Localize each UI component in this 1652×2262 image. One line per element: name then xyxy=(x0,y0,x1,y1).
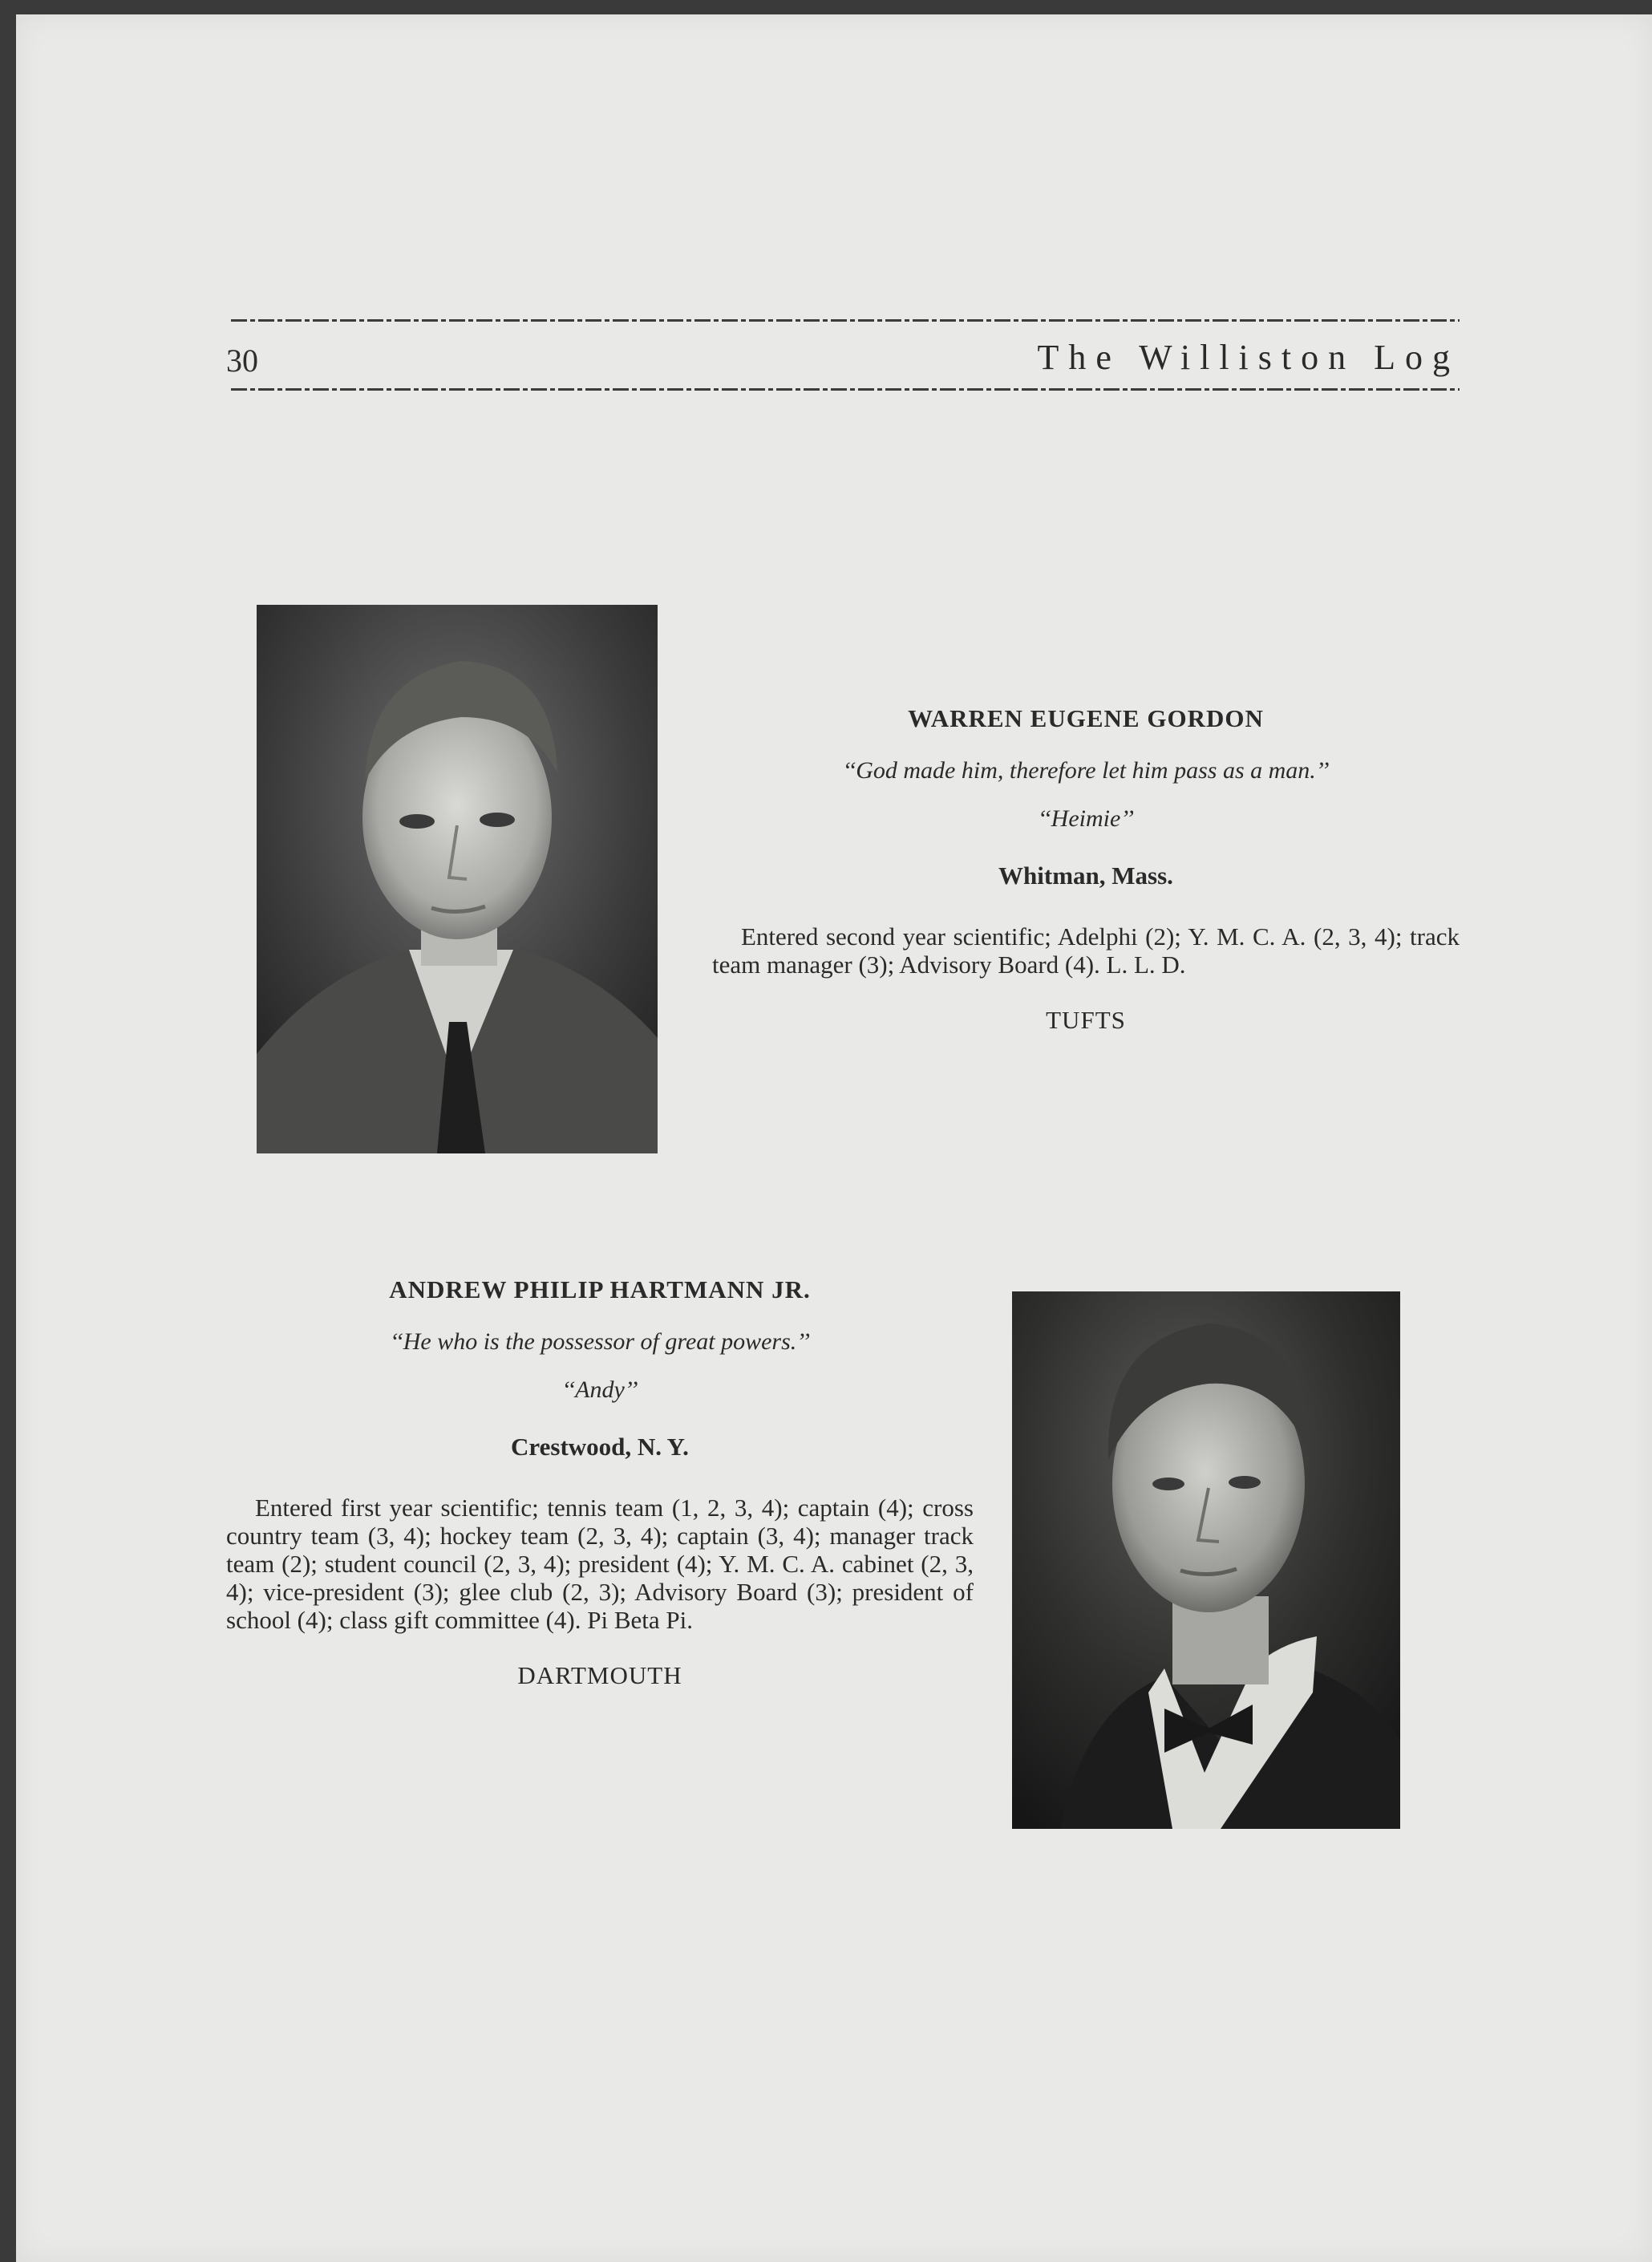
entry-hartmann xyxy=(226,1275,974,1690)
student-quote: ‘‘He who is the possessor of great powers.’’ xyxy=(390,1328,810,1355)
student-hometown: Whitman, Mass. xyxy=(998,861,1173,890)
header-top-rule xyxy=(231,318,1460,324)
header-bottom-rule xyxy=(231,387,1460,393)
yearbook-page xyxy=(16,14,1652,2262)
student-nickname: ‘‘Heimie’’ xyxy=(1038,805,1134,832)
running-head: The Williston Log xyxy=(1037,338,1460,377)
student-quote: ‘‘God made him, therefore let him pass as a man.’’ xyxy=(842,757,1330,784)
student-college: DARTMOUTH xyxy=(517,1661,682,1689)
entry-gordon xyxy=(712,704,1460,1035)
student-activities: Entered second year scientific; Adelphi (2); Y. M. C. A. (2, 3, 4); track team manager (3); Advisory Board (4). L. L. D. xyxy=(712,922,1460,979)
portrait-photo-gordon xyxy=(257,605,658,1153)
student-nickname: ‘‘Andy’’ xyxy=(561,1376,638,1403)
student-activities: Entered first year scientific; tennis team (1, 2, 3, 4); captain (4); cross country team (3, 4); hockey team (2, 3, 4); captain (3, 4); manager track team (2); student council (2, 3, 4); president (4); Y. M. C. A. cabinet (2, 3, 4); vice-president (3); glee club (2, 3); Advisory Board (3); president of school (4); class gift committee (4). Pi Beta Pi. xyxy=(226,1494,974,1634)
student-college: TUFTS xyxy=(1046,1006,1126,1034)
portrait-photo-hartmann xyxy=(1012,1291,1400,1829)
student-name: WARREN EUGENE GORDON xyxy=(908,704,1264,732)
student-name: ANDREW PHILIP HARTMANN JR. xyxy=(389,1275,811,1303)
student-hometown: Crestwood, N. Y. xyxy=(511,1433,689,1461)
page-number: 30 xyxy=(226,343,258,379)
